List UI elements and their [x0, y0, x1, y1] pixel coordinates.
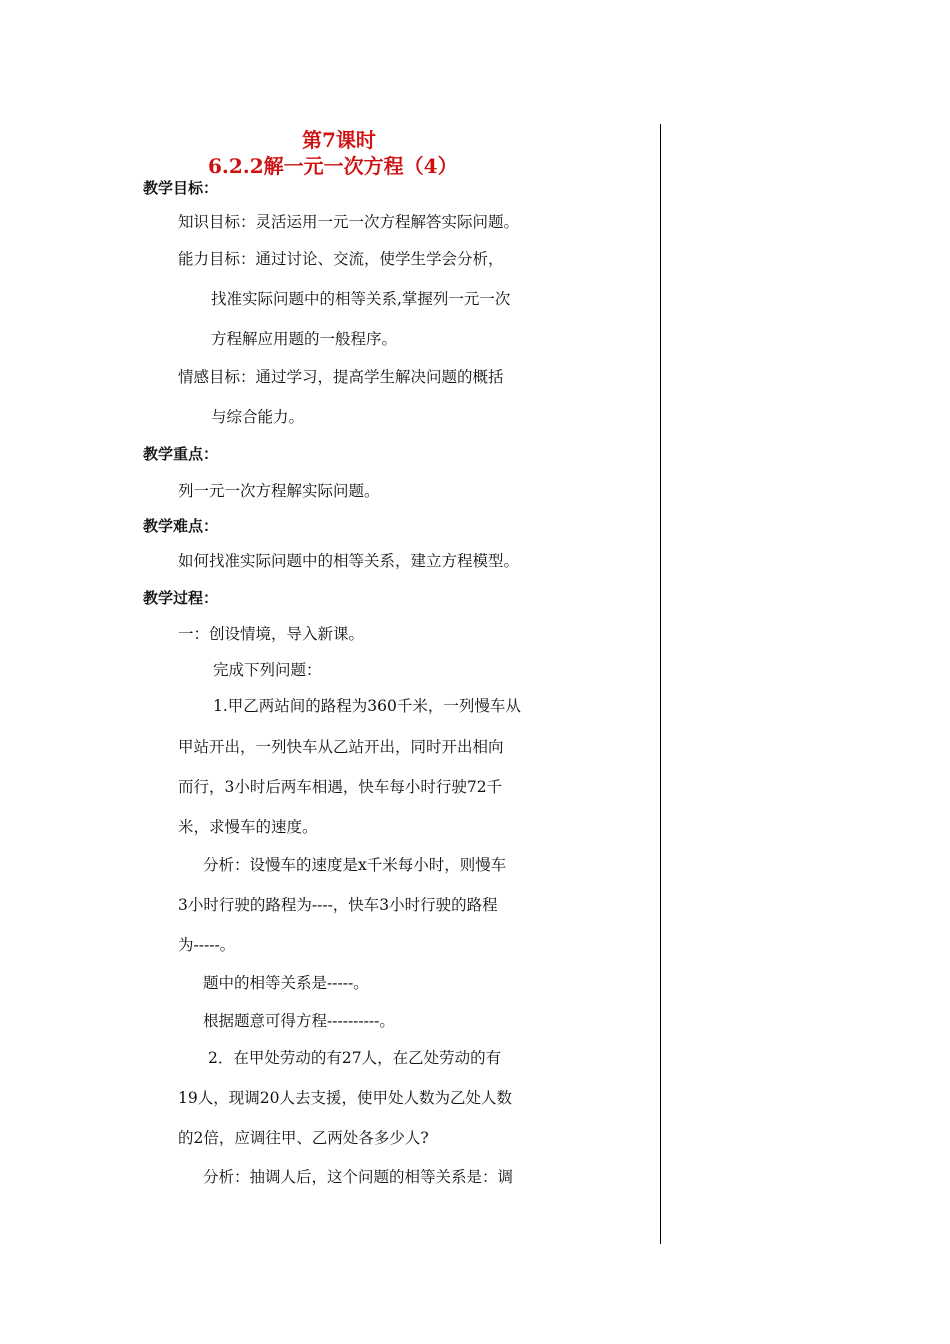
- emotion-objective-line1: 情感目标：通过学习，提高学生解决问题的概括: [178, 368, 504, 386]
- problem2-line2: 19人，现调20人去支援，使甲处人数为乙处人数: [178, 1089, 512, 1107]
- problem1-line4: 米，求慢车的速度。: [178, 818, 318, 836]
- analysis1-line1: 分析：设慢车的速度是x千米每小时，则慢车: [203, 856, 507, 874]
- problem1-line1: 1.甲乙两站间的路程为360千米，一列慢车从: [213, 697, 521, 715]
- difficulty-text: 如何找准实际问题中的相等关系，建立方程模型。: [178, 552, 520, 570]
- analysis1-line3: 为-----。: [178, 936, 236, 954]
- problem2-line3: 的2倍，应调往甲、乙两处各多少人?: [178, 1129, 429, 1147]
- process-step-1: 一：创设情境，导入新课。: [178, 625, 365, 643]
- objectives-heading: 教学目标：: [143, 179, 219, 197]
- analysis1-line2: 3小时行驶的路程为----，快车3小时行驶的路程: [178, 896, 498, 914]
- analysis1-line4: 题中的相等关系是-----。: [203, 974, 369, 992]
- problem2-line1: 2．在甲处劳动的有27人，在乙处劳动的有: [208, 1049, 502, 1067]
- key-point-text: 列一元一次方程解实际问题。: [178, 482, 380, 500]
- analysis1-line5: 根据题意可得方程----------。: [203, 1012, 395, 1030]
- analysis2-line1: 分析：抽调人后，这个问题的相等关系是：调: [203, 1168, 514, 1186]
- process-intro: 完成下列问题：: [213, 661, 322, 679]
- emotion-objective-line2: 与综合能力。: [211, 408, 305, 426]
- problem1-line2: 甲站开出，一列快车从乙站开出，同时开出相向: [178, 738, 504, 756]
- ability-objective-line3: 方程解应用题的一般程序。: [211, 330, 398, 348]
- knowledge-objective: 知识目标：灵活运用一元一次方程解答实际问题。: [178, 213, 520, 231]
- process-heading: 教学过程：: [143, 589, 219, 607]
- ability-objective-line1: 能力目标：通过讨论、交流，使学生学会分析，: [178, 250, 504, 268]
- ability-objective-line2: 找准实际问题中的相等关系,掌握列一元一次: [211, 290, 511, 308]
- difficulty-heading: 教学难点：: [143, 517, 219, 535]
- lesson-subtitle: 6.2.2解一元一次方程（4）: [208, 154, 458, 178]
- key-point-heading: 教学重点：: [143, 445, 219, 463]
- problem1-line3: 而行，3小时后两车相遇，快车每小时行驶72千: [178, 778, 503, 796]
- lesson-title: 第7课时: [302, 128, 376, 152]
- margin-divider: [660, 124, 661, 1244]
